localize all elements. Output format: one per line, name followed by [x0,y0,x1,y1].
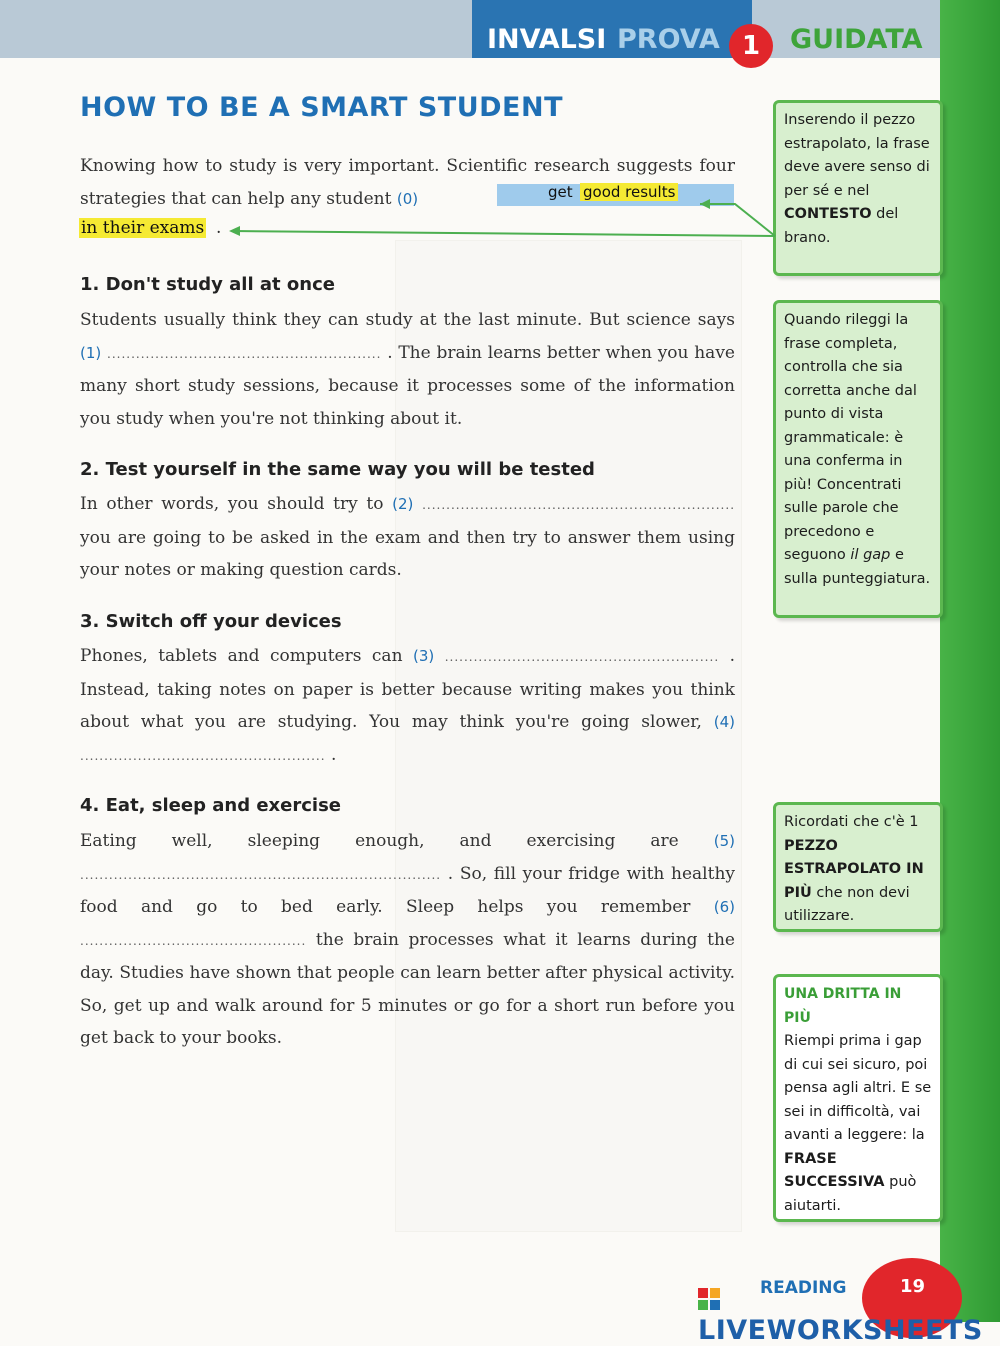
tip-1-bold: CONTESTO [784,206,872,222]
section-3-heading: 3. Switch off your devices [80,611,342,632]
section-2-text-b: you are going to be asked in the exam and then try to answer them using your notes or making question cards. [80,527,735,580]
section-3-text-b: Instead, taking notes on paper is better because writing makes you think about what you are studying. You may think you're going slower, [80,679,735,732]
gap-4-label: (4) [713,713,735,731]
header-invalsi: INVALSI [487,24,607,55]
gap-6-field[interactable]: ............................................... [80,933,307,948]
section-1-text-b: . The brain learns better when you have many short study sessions, because it processes some of the information you study when you're not thinking about it. [80,342,735,429]
footer-reading-label: READING [760,1278,847,1298]
section-2-text-a: In other words, you should try to [80,494,384,514]
gap-3-label: (3) [412,647,435,665]
header-guidata: GUIDATA [790,24,923,55]
section-4-text-a: Eating well, sleeping enough, and exercising are [80,831,679,851]
example-word-get: get [548,183,573,201]
tip-2-gap: il gap [850,547,891,563]
watermark-text: LIVEWORKSHEETS [698,1315,983,1346]
gap-3-field[interactable]: ......................................................... [444,650,720,664]
tip-3-text: Ricordati che c'è 1 [784,814,919,830]
header-prova: PROVA [617,24,720,55]
gap-5-field[interactable]: ........................................................................... [80,867,442,882]
intro-period: . [216,218,222,238]
tip-1-end: del brano. [784,206,899,246]
tip-3-bold: PEZZO ESTRAPOLATO IN PIÙ [784,837,924,901]
tip-4-text: Riempi prima i gap di cui sei sicuro, poi pensa agli altri. E se sei in difficoltà, vai avanti a leggere: la [784,1033,932,1143]
section-3-text-a: Phones, tablets and computers can [80,646,403,666]
section-4-text-d: Studies have shown that people can learn better after physical activity. So, get up and walk around for 5 minutes or go for a short run before you get back to your books. [80,963,735,1048]
section-1-text-a: Students usually think they can study at the last minute. But science says [80,310,735,330]
page-title: HOW TO BE A SMART STUDENT [80,92,563,123]
gap-4-field[interactable]: ................................................... [80,748,326,763]
arrow-head-in-their-exams [229,226,240,236]
header-number-badge: 1 [729,24,773,68]
tip-4-bold: FRASE SUCCESSIVA [784,1150,885,1190]
tip-1-text: Inserendo il pezzo estrapolato, la frase deve avere senso di per sé e nel [784,112,930,199]
liveworksheets-logo-icon [698,1288,720,1310]
gap-0-label: (0) [396,189,419,208]
gap-1-field[interactable]: ......................................................... [107,346,382,361]
example-highlight-good-results: good results [580,183,678,201]
tip-3-end: che non devi utilizzare. [784,884,910,924]
gap-2-field[interactable]: ................................................................. [422,498,736,512]
gap-1-label: (1) [80,343,102,362]
section-3-paragraph: Phones, tablets and computers can (3) ......................................................... . Instead, taking notes on paper is better because writing makes you think about what you are studying. You may think you're going slower, (4) ................................................... . [80,646,736,765]
gap-5-label: (5) [713,832,735,850]
intro-text: Knowing how to study is very important. Scientific research suggests four strategies that can help any student [80,156,735,209]
arrow-head-example-gap [700,199,710,209]
section-4-text-b: . So, fill your fridge with healthy food and go to bed early. Sleep helps you remember [80,863,735,917]
gap-6-label: (6) [713,898,736,916]
tip-2-text: Quando rileggi la frase completa, controlla che sia corretta anche dal punto di vista grammaticale: è una conferma in più! Concentrati sulle parole che precedono e seguono [784,312,917,563]
section-1-heading: 1. Don't study all at once [80,274,335,295]
example-highlight-in-their-exams: in their exams [81,218,205,238]
tip-2-end: e sulla punteggiatura. [784,547,931,587]
section-4-heading: 4. Eat, sleep and exercise [80,795,342,816]
liveworksheets-watermark [698,1284,1000,1346]
arrow-to-example-gap [700,204,775,236]
footer-page-number: 19 [900,1276,926,1297]
arrow-to-in-their-exams [232,231,775,236]
section-4-text-c: the brain processes what it learns during the day. [80,929,735,983]
gap-2-label: (2) [392,495,414,513]
tip-4-end: può aiutarti. [784,1174,917,1214]
section-2-heading: 2. Test yourself in the same way you will be tested [80,459,595,480]
tip-4-title: UNA DRITTA IN PIÙ [784,986,902,1026]
